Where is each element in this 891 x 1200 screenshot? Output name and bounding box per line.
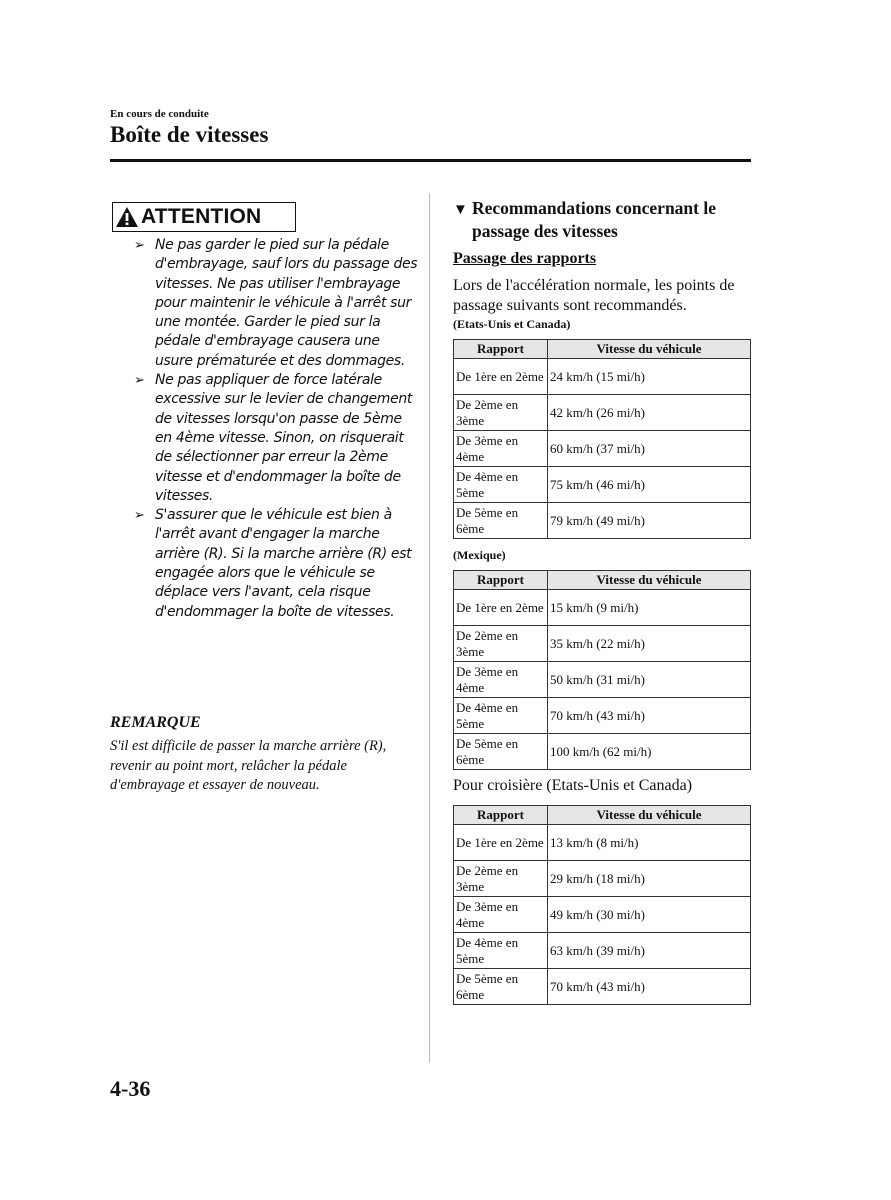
- gear-cell: De 4ème en 5ème: [454, 698, 548, 734]
- table-row: [454, 861, 751, 897]
- heading-line-1: Recommandations concernant le: [472, 198, 717, 218]
- gear-cell: De 1ère en 2ème: [454, 825, 548, 861]
- section-label: En cours de conduite: [110, 108, 209, 120]
- bullet-arrow-icon: ➢: [134, 373, 145, 389]
- attention-list: [134, 236, 419, 622]
- table-row: [454, 698, 751, 734]
- table-row: [454, 590, 751, 626]
- speed-cell: 50 km/h (31 mi/h): [548, 662, 751, 698]
- speed-cell: 75 km/h (46 mi/h): [548, 467, 751, 503]
- attention-item: [134, 236, 419, 371]
- gear-cell: De 4ème en 5ème: [454, 467, 548, 503]
- recommendations-heading: [453, 198, 753, 242]
- table-label: (Etats-Unis et Canada): [453, 317, 571, 331]
- speed-cell: 100 km/h (62 mi/h): [548, 734, 751, 770]
- table-row: [454, 734, 751, 770]
- speed-cell: 49 km/h (30 mi/h): [548, 897, 751, 933]
- table-row: [454, 431, 751, 467]
- speed-cell: 13 km/h (8 mi/h): [548, 825, 751, 861]
- table-row: [454, 662, 751, 698]
- page-number: 4-36: [110, 1076, 151, 1101]
- table-row: [454, 897, 751, 933]
- page-title: Boîte de vitesses: [110, 122, 269, 147]
- table-row: [454, 503, 751, 539]
- header-vitesse: Vitesse du véhicule: [548, 340, 751, 359]
- speed-cell: 70 km/h (43 mi/h): [548, 969, 751, 1005]
- table-header-row: [454, 340, 751, 359]
- gear-cell: De 3ème en 4ème: [454, 662, 548, 698]
- table-row: [454, 933, 751, 969]
- gear-cell: De 2ème en 3ème: [454, 861, 548, 897]
- gear-cell: De 2ème en 3ème: [454, 626, 548, 662]
- header-rapport: Rapport: [454, 806, 548, 825]
- speed-cell: 35 km/h (22 mi/h): [548, 626, 751, 662]
- header-vitesse: Vitesse du véhicule: [548, 571, 751, 590]
- header-rapport: Rapport: [454, 571, 548, 590]
- table-row: [454, 626, 751, 662]
- attention-item: [134, 506, 419, 622]
- speed-cell: 79 km/h (49 mi/h): [548, 503, 751, 539]
- speed-cell: 42 km/h (26 mi/h): [548, 395, 751, 431]
- heading-line-2: passage des vitesses: [472, 221, 618, 241]
- subheading: Passage des rapports: [453, 250, 597, 267]
- table-row: [454, 359, 751, 395]
- intro-text: Lors de l'accélération normale, les points de passage suivants sont recommandés.: [453, 277, 735, 314]
- speed-cell: 60 km/h (37 mi/h): [548, 431, 751, 467]
- gear-cell: De 2ème en 3ème: [454, 395, 548, 431]
- table-row: [454, 467, 751, 503]
- gear-cell: De 3ème en 4ème: [454, 431, 548, 467]
- attention-item-text: Ne pas appliquer de force latérale excessive sur le levier de changement de vitesses lorsqu'on passe de 5ème en 4ème vitesse. Sinon, on risquerait de sélectionner par erreur la 2ème vitesse et d'endommager la boîte de vitesses.: [155, 372, 412, 504]
- triangle-down-icon: ▼: [453, 202, 468, 218]
- attention-item-text: Ne pas garder le pied sur la pédale d'embrayage, sauf lors du passage des vitesses. Ne pas utiliser l'embrayage pour maintenir le véhicule à l'arrêt sur une montée. Garder le pied sur la pédale d'embrayage causera une usure prématurée et des dommages.: [155, 237, 418, 369]
- gear-cell: De 5ème en 6ème: [454, 969, 548, 1005]
- speed-cell: 70 km/h (43 mi/h): [548, 698, 751, 734]
- table-row: [454, 395, 751, 431]
- remark-text: S'il est difficile de passer la marche arrière (R), revenir au point mort, relâcher la pédale d'embrayage et essayer de nouveau.: [110, 738, 387, 793]
- speed-cell: 29 km/h (18 mi/h): [548, 861, 751, 897]
- table-header-row: [454, 571, 751, 590]
- remark-title: REMARQUE: [110, 714, 201, 731]
- shift-table-cruise: [453, 805, 751, 1005]
- header-rapport: Rapport: [454, 340, 548, 359]
- gear-cell: De 3ème en 4ème: [454, 897, 548, 933]
- gear-cell: De 1ère en 2ème: [454, 590, 548, 626]
- table-row: [454, 825, 751, 861]
- gear-cell: De 5ème en 6ème: [454, 734, 548, 770]
- cruise-label: Pour croisière (Etats-Unis et Canada): [453, 777, 693, 794]
- attention-box: [112, 202, 296, 232]
- gear-cell: De 5ème en 6ème: [454, 503, 548, 539]
- title-rule: [110, 159, 751, 162]
- speed-cell: 24 km/h (15 mi/h): [548, 359, 751, 395]
- shift-table-us-canada: [453, 339, 751, 539]
- table-label: (Mexique): [453, 548, 506, 562]
- attention-item-text: S'assurer que le véhicule est bien à l'arrêt avant d'engager la marche arrière (R). Si la marche arrière (R) est engagée alors que le véhicule se déplace vers l'avant, cela risque d'endommager la boîte de vitesses.: [155, 507, 412, 620]
- column-divider: [429, 193, 430, 1063]
- attention-label: ATTENTION: [141, 205, 262, 228]
- table-row: [454, 969, 751, 1005]
- table-header-row: [454, 806, 751, 825]
- warning-triangle-icon: [113, 203, 141, 231]
- speed-cell: 63 km/h (39 mi/h): [548, 933, 751, 969]
- bullet-arrow-icon: ➢: [134, 508, 145, 524]
- bullet-arrow-icon: ➢: [134, 238, 145, 253]
- shift-table-mexico: [453, 570, 751, 770]
- attention-item: [134, 371, 419, 506]
- gear-cell: De 4ème en 5ème: [454, 933, 548, 969]
- gear-cell: De 1ère en 2ème: [454, 359, 548, 395]
- speed-cell: 15 km/h (9 mi/h): [548, 590, 751, 626]
- header-vitesse: Vitesse du véhicule: [548, 806, 751, 825]
